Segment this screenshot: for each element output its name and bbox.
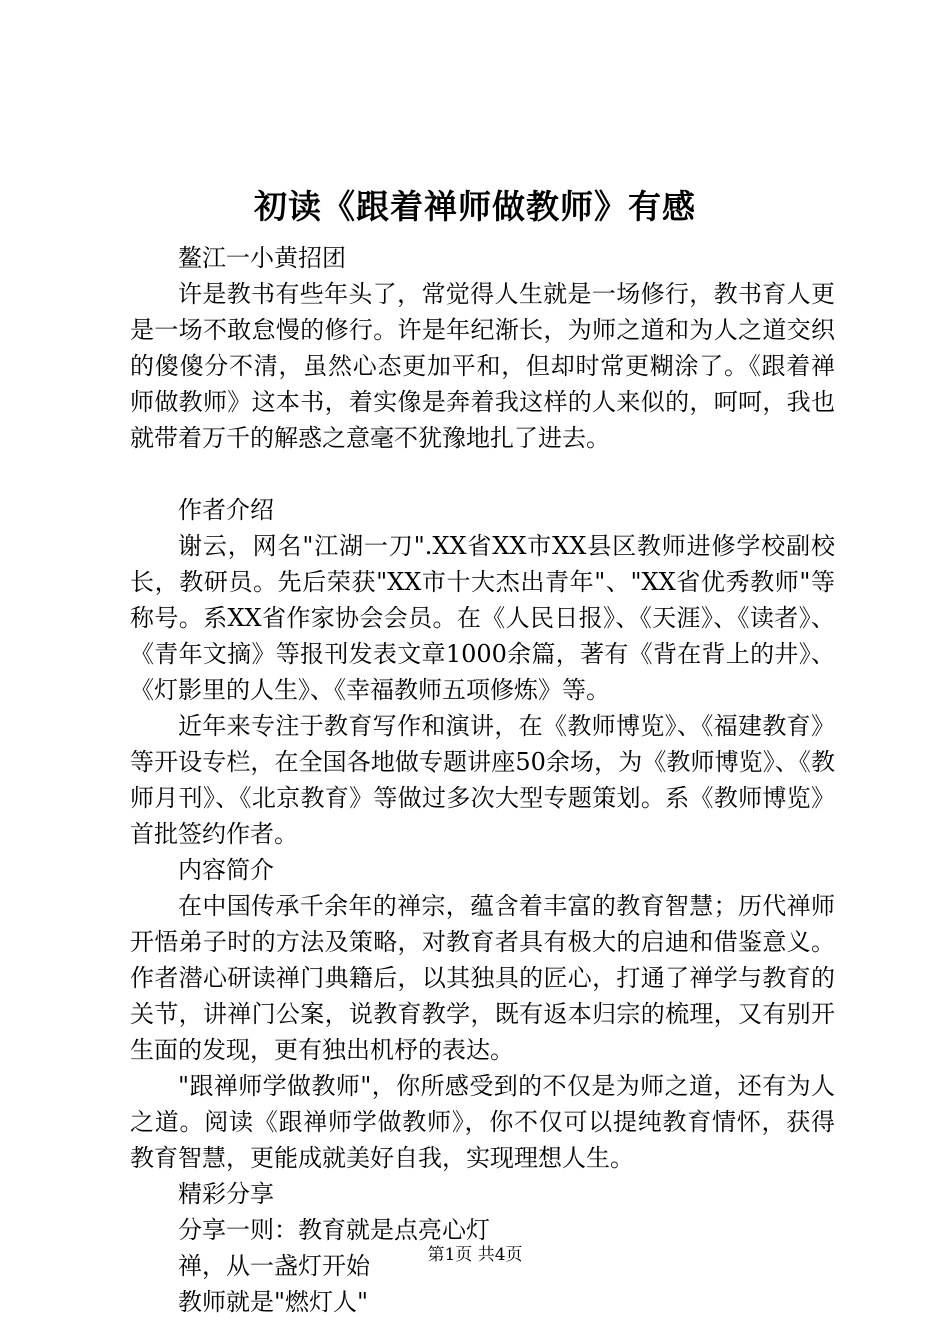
summary-paragraph-2: "跟禅师学做教师"，你所感受到的不仅是为师之道，还有为人之道。阅读《跟禅师学做教师》，你不仅可以提纯教育情怀，获得教育智慧，更能成就美好自我，实现理想人生。	[130, 1072, 835, 1172]
section-heading-summary: 内容简介	[178, 856, 274, 884]
highlight-line-1: 分享一则：教育就是点亮心灯	[178, 1216, 490, 1244]
highlight-line-3: 教师就是"燃灯人"	[178, 1288, 369, 1316]
highlight-line-2: 禅，从一盏灯开始	[178, 1252, 370, 1280]
section-heading-highlights: 精彩分享	[178, 1180, 274, 1208]
author-work-paragraph: 近年来专注于教育写作和演讲，在《教师博览》、《福建教育》等开设专栏，在全国各地做专题讲座50余场，为《教师博览》、《教师月刊》、《北京教育》等做过多次大型专题策划。系《教师博览》首批签约作者。	[130, 712, 835, 848]
paragraph-spacer	[130, 456, 835, 492]
document-body	[130, 240, 835, 1320]
author-bio-paragraph: 谢云，网名"江湖一刀".XX省XX市XX县区教师进修学校副校长，教研员。先后荣获"XX市十大杰出青年"、"XX省优秀教师"等称号。系XX省作家协会会员。在《人民日报》、《天涯》、《读者》、《青年文摘》等报刊发表文章1000余篇，著有《背在背上的井》、《灯影里的人生》、《幸福教师五项修炼》等。	[130, 532, 835, 704]
page-indicator: 第1页 共4页	[427, 1245, 523, 1265]
author-line: 鳌江一小黄招团	[178, 244, 346, 272]
summary-paragraph-1: 在中国传承千余年的禅宗，蕴含着丰富的教育智慧；历代禅师开悟弟子时的方法及策略，对教育者具有极大的启迪和借鉴意义。作者潜心研读禅门典籍后，以其独具的匠心，打通了禅学与教育的关节，讲禅门公案，说教育教学，既有返本归宗的梳理，又有别开生面的发现，更有独出机杼的表达。	[130, 892, 835, 1064]
document-title: 初读《跟着禅师做教师》有感	[254, 187, 696, 226]
section-heading-author: 作者介绍	[178, 496, 274, 524]
intro-paragraph: 许是教书有些年头了，常觉得人生就是一场修行，教书育人更是一场不敢怠慢的修行。许是年纪渐长，为师之道和为人之道交织的傻傻分不清，虽然心态更加平和，但却时常更糊涂了。《跟着禅师做教师》这本书，着实像是奔着我这样的人来似的，呵呵，我也就带着万千的解惑之意毫不犹豫地扎了进去。	[130, 280, 835, 452]
